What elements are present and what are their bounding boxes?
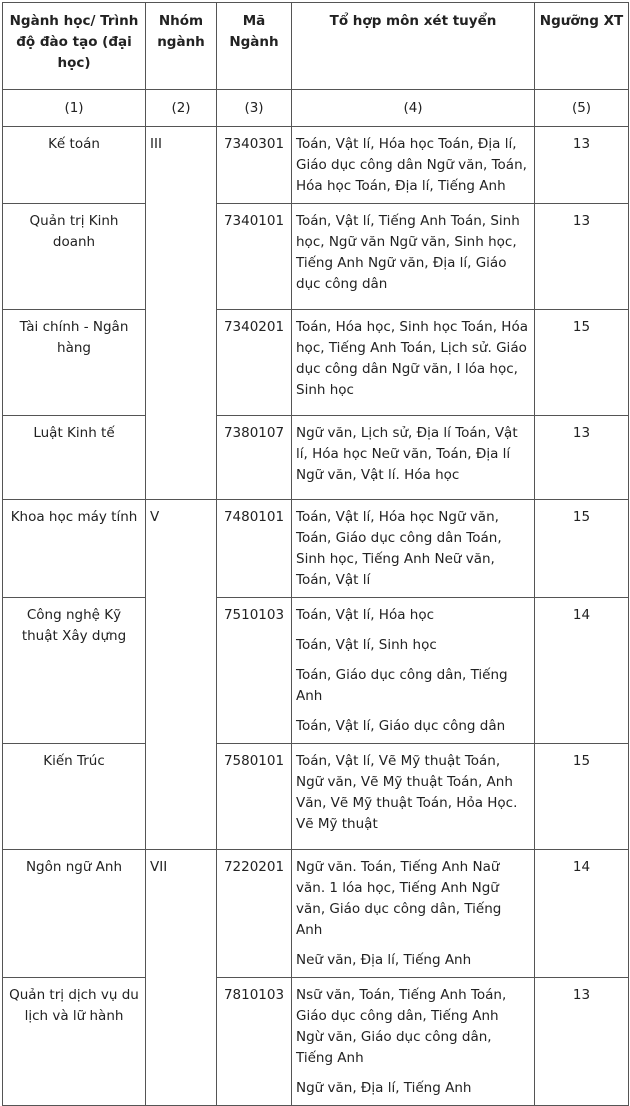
subject-combinations [292,127,535,204]
major-code: 7510103 [217,598,292,744]
major-name: Công nghệ Kỹ thuật Xây dựng [3,598,146,744]
header-combos: Tổ hợp môn xét tuyển [292,3,535,90]
major-code: 7380107 [217,416,292,500]
major-group: III [146,127,217,500]
major-name: Ngôn ngữ Anh [3,850,146,978]
header-threshold: Ngưỡng XT [535,3,629,90]
combination-line: Nsữ văn, Toán, Tiếng Anh Toán, Giáo dục công dân, Tiếng Anh Ngừ văn, Giáo dục công dân, Tiếng Anh [296,987,507,1066]
combination-line: Toán, Vật lí, Tiếng Anh Toán, Sinh học, Ngữ văn Ngữ văn, Sinh học, Tiếng Anh Ngữ văn, Địa lí, Giáo dục công dân [296,213,520,292]
major-group: V [146,500,217,850]
table-row [3,978,629,1106]
header-code: Mã Ngành [217,3,292,90]
combination-line: Neữ văn, Địa lí, Tiếng Anh [296,952,472,968]
header-group: Nhóm ngành [146,3,217,90]
combination-line: Ngữ văn. Toán, Tiếng Anh Naữ văn. 1 lóa học, Tiếng Anh Ngữ văn, Giáo dục công dân, Tiếng Anh [296,859,502,938]
combination-line: Ngữ văn, Địa lí, Tiếng Anh [296,1080,472,1096]
index-cell: (2) [146,90,217,127]
header-row [3,3,629,90]
index-cell: (3) [217,90,292,127]
combination-line: Toán, Giáo dục công dân, Tiếng Anh [296,667,508,704]
table-row [3,598,629,744]
index-cell: (5) [535,90,629,127]
admission-threshold: 13 [535,416,629,500]
admission-threshold: 13 [535,978,629,1106]
major-name: Kế toán [3,127,146,204]
major-code: 7220201 [217,850,292,978]
table-row [3,850,629,978]
subject-combinations [292,500,535,598]
subject-combinations [292,204,535,310]
table-row [3,127,629,204]
table-row [3,500,629,598]
major-code: 7340201 [217,310,292,416]
admission-table [2,2,629,1106]
table-row [3,310,629,416]
major-code: 7340101 [217,204,292,310]
admission-threshold: 13 [535,204,629,310]
subject-combinations [292,310,535,416]
subject-combinations [292,850,535,978]
subject-combinations [292,598,535,744]
table-row [3,416,629,500]
major-group: VII [146,850,217,1106]
major-name: Quản trị dịch vụ du lịch và lữ hành [3,978,146,1106]
major-name: Luật Kinh tế [3,416,146,500]
subject-combinations [292,416,535,500]
major-name: Tài chính - Ngân hàng [3,310,146,416]
combination-line: Toán, Hóa học, Sinh học Toán, Hóa học, Tiếng Anh Toán, Lịch sử. Giáo dục công dân Ngữ văn, I lóa học, Sinh học [296,319,528,398]
combination-line: Toán, Vật lí, Sinh học [296,637,437,653]
admission-threshold: 14 [535,850,629,978]
combination-line: Toán, Vật lí, Hóa học Toán, Địa lí, Giáo dục công dân Ngữ văn, Toán, Hóa học Toán, Địa lí, Tiếng Anh [296,136,527,194]
major-code: 7480101 [217,500,292,598]
combination-line: Toán, Vật lí, Giáo dục công dân [296,718,506,734]
admission-threshold: 15 [535,744,629,850]
major-name: Khoa học máy tính [3,500,146,598]
major-name: Kiến Trúc [3,744,146,850]
major-name: Quản trị Kinh doanh [3,204,146,310]
admission-threshold: 13 [535,127,629,204]
major-code: 7580101 [217,744,292,850]
subject-combinations [292,978,535,1106]
combination-line: Toán, Vật lí, Vẽ Mỹ thuật Toán, Ngữ văn, Vẽ Mỹ thuật Toán, Anh Văn, Vẽ Mỹ thuật Toán, Hỏa Học. Vẽ Mỹ thuật [296,753,518,832]
combination-line: Toán, Vật lí, Hóa học Ngữ văn, Toán, Giáo dục công dân Toán, Sinh học, Tiếng Anh Neữ văn, Toán, Vật lí [296,509,502,588]
index-row [3,90,629,127]
major-code: 7340301 [217,127,292,204]
index-cell: (4) [292,90,535,127]
combination-line: Toán, Vật lí, Hóa học [296,607,435,623]
subject-combinations [292,744,535,850]
admission-threshold: 14 [535,598,629,744]
major-code: 7810103 [217,978,292,1106]
admission-threshold: 15 [535,310,629,416]
table-row [3,744,629,850]
admission-threshold: 15 [535,500,629,598]
header-major: Ngành học/ Trình độ đào tạo (đại học) [3,3,146,90]
combination-line: Ngữ văn, Lịch sử, Địa lí Toán, Vật lí, Hóa học Neữ văn, Toán, Địa lí Ngữ văn, Vật lí. Hóa học [296,425,518,483]
index-cell: (1) [3,90,146,127]
table-row [3,204,629,310]
